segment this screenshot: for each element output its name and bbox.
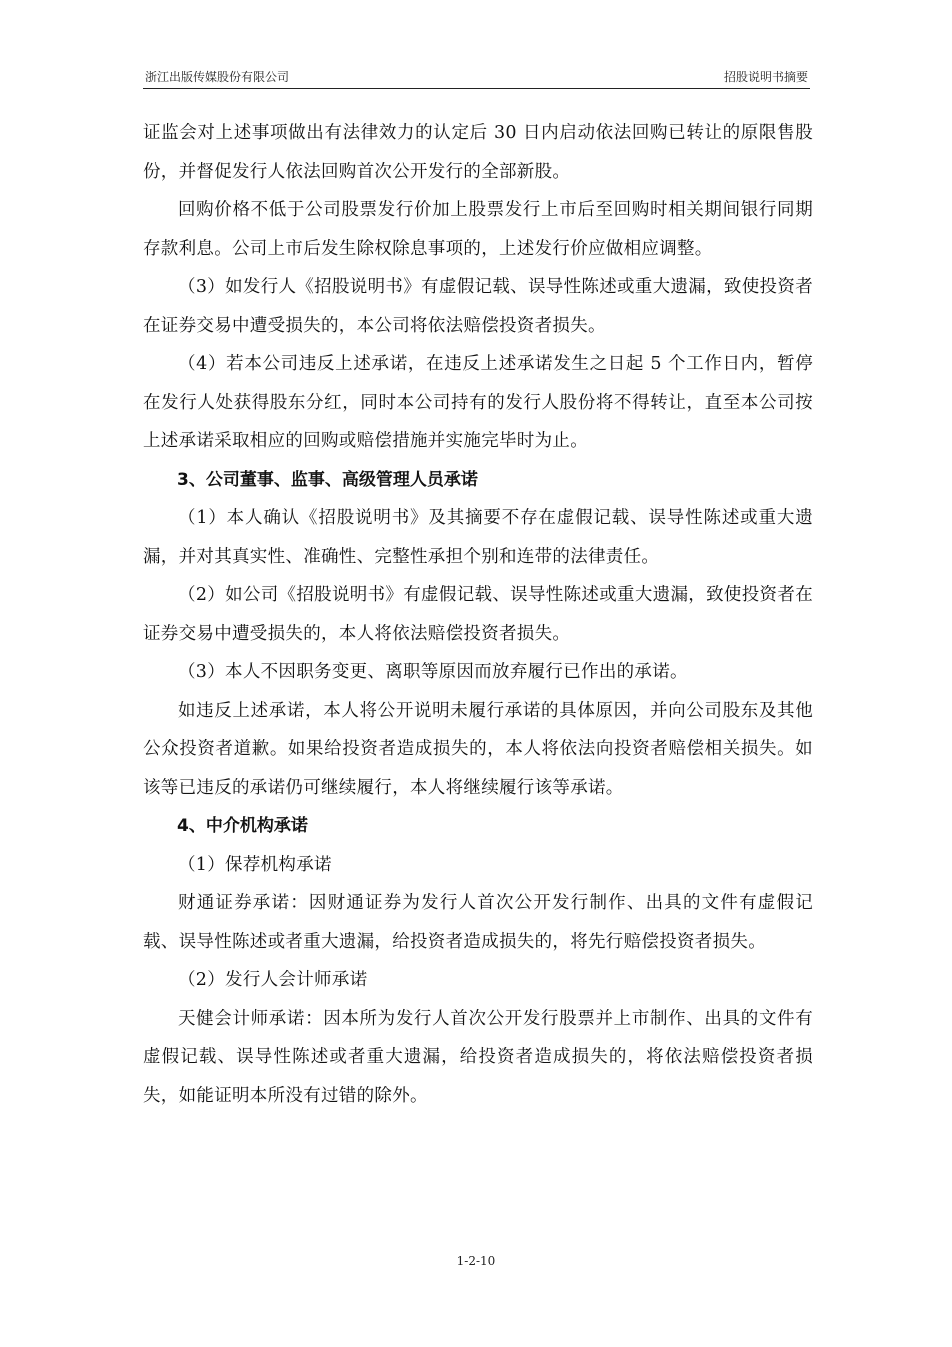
paragraph-director-item-1: （1）本人确认《招股说明书》及其摘要不存在虚假记载、误导性陈述或重大遗漏，并对其真实性、准确性、完整性承担个别和连带的法律责任。 xyxy=(143,508,813,567)
document-body xyxy=(143,114,813,1115)
paragraph-accountant-commitment: 天健会计师承诺：因本所为发行人首次公开发行股票并上市制作、出具的文件有虚假记载、误导性陈述或者重大遗漏，给投资者造成损失的，将依法赔偿投资者损失，如能证明本所没有过错的除外。 xyxy=(143,1008,813,1106)
page-number: 1-2-10 xyxy=(456,1254,496,1268)
paragraph-director-item-3: （3）本人不因职务变更、离职等原因而放弃履行已作出的承诺。 xyxy=(178,662,688,682)
paragraph-director-item-2: （2）如公司《招股说明书》有虚假记载、误导性陈述或重大遗漏，致使投资者在证券交易中遭受损失的，本人将依法赔偿投资者损失。 xyxy=(143,585,813,644)
header-document-title: 招股说明书摘要 xyxy=(723,70,808,84)
subheading-sponsor: （1）保荐机构承诺 xyxy=(178,854,332,875)
subheading-accountant: （2）发行人会计师承诺 xyxy=(178,970,368,990)
section-heading-intermediaries: 4、中介机构承诺 xyxy=(177,816,308,836)
paragraph-sponsor-commitment: 财通证券承诺：因财通证券为发行人首次公开发行制作、出具的文件有虚假记载、误导性陈述或者重大遗漏，给投资者造成损失的，将先行赔偿投资者损失。 xyxy=(143,893,813,952)
section-heading-directors: 3、公司董事、监事、高级管理人员承诺 xyxy=(177,469,478,490)
page-header xyxy=(143,66,810,89)
paragraph-violation: 如违反上述承诺，本人将公开说明未履行承诺的具体原因，并向公司股东及其他公众投资者道歉。如果给投资者造成损失的，本人将依法向投资者赔偿相关损失。如该等已违反的承诺仍可继续履行，本人将继续履行该等承诺。 xyxy=(143,700,813,798)
paragraph-item-3: （3）如发行人《招股说明书》有虚假记载、误导性陈述或重大遗漏，致使投资者在证券交易中遭受损失的，本公司将依法赔偿投资者损失。 xyxy=(143,277,813,336)
header-company-name: 浙江出版传媒股份有限公司 xyxy=(145,70,290,84)
paragraph-continuation: 证监会对上述事项做出有法律效力的认定后 30 日内启动依法回购已转让的原限售股份，并督促发行人依法回购首次公开发行的全部新股。 xyxy=(143,123,813,182)
paragraph-repurchase-price: 回购价格不低于公司股票发行价加上股票发行上市后至回购时相关期间银行同期存款利息。公司上市后发生除权除息事项的，上述发行价应做相应调整。 xyxy=(143,200,813,259)
paragraph-item-4: （4）若本公司违反上述承诺，在违反上述承诺发生之日起 5 个工作日内，暂停在发行人处获得股东分红，同时本公司持有的发行人股份将不得转让，直至本公司按上述承诺采取相应的回购或赔偿措施并实施完毕时为止。 xyxy=(143,354,813,451)
